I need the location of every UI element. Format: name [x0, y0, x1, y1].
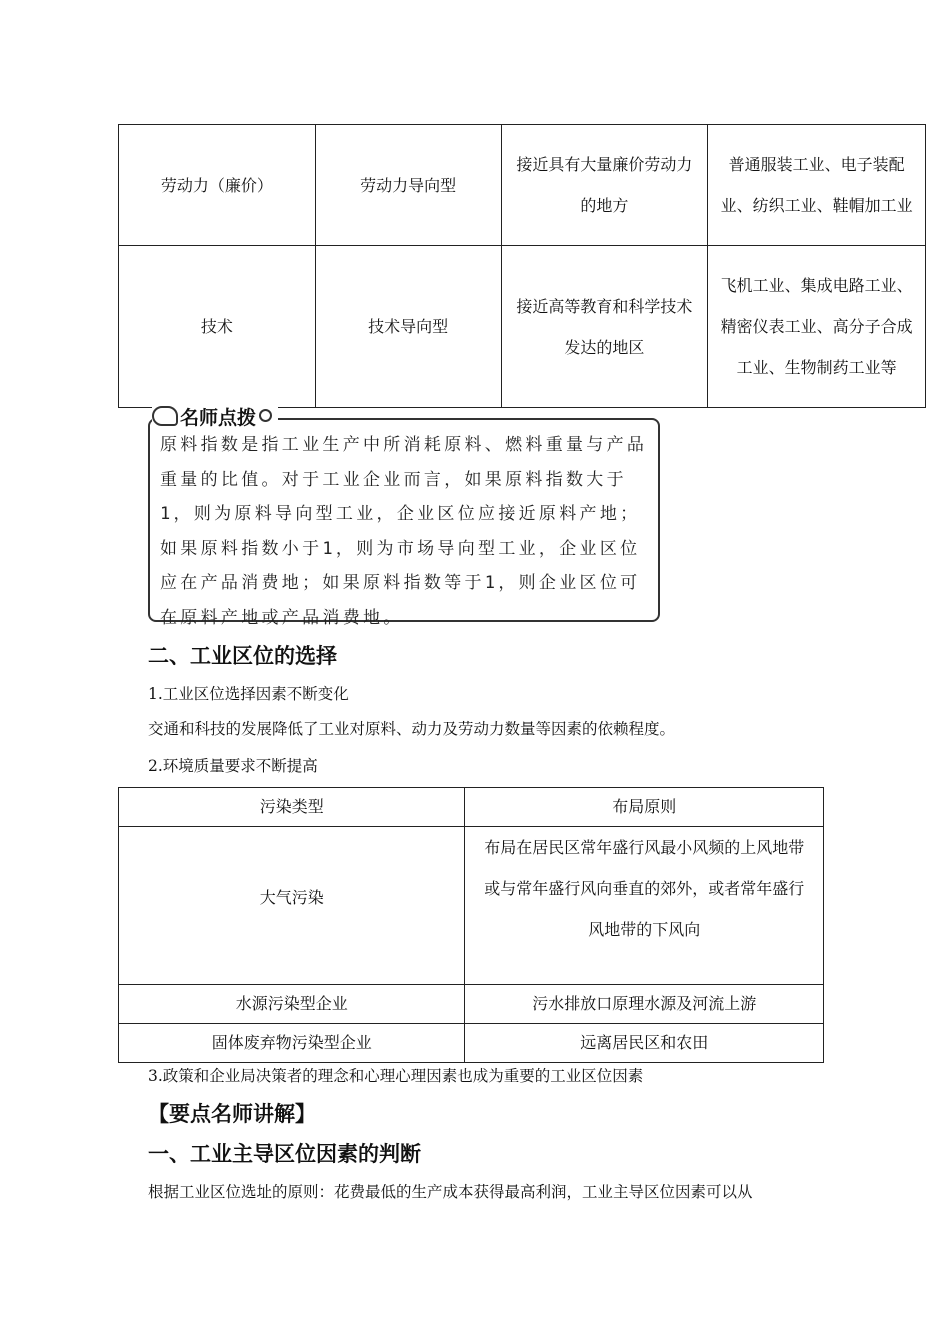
- column-header: 布局原则: [465, 788, 824, 827]
- type-cell: 劳动力导向型: [315, 125, 501, 246]
- table-row: [119, 246, 926, 408]
- pollution-table: [118, 787, 824, 1063]
- principle-cell: 远离居民区和农田: [465, 1024, 824, 1063]
- type-cell: 水源污染型企业: [119, 985, 465, 1024]
- industries-cell: 飞机工业、集成电路工业、精密仪表工业、高分子合成工业、生物制药工业等: [708, 246, 926, 408]
- factor-cell: 技术: [119, 246, 316, 408]
- location-cell: 接近具有大量廉价劳动力的地方: [501, 125, 708, 246]
- paragraph: 交通和科技的发展降低了工业对原料、动力及劳动力数量等因素的依赖程度。: [148, 720, 676, 738]
- hand-icon: [152, 406, 178, 426]
- column-header: 污染类型: [119, 788, 465, 827]
- type-cell: 技术导向型: [315, 246, 501, 408]
- circle-icon: [259, 409, 272, 422]
- type-cell: 固体废弃物污染型企业: [119, 1024, 465, 1063]
- section-heading: 一、工业主导区位因素的判断: [148, 1142, 421, 1166]
- list-item: 2.环境质量要求不断提高: [148, 757, 318, 775]
- industry-location-table: [118, 124, 926, 408]
- list-item: 1.工业区位选择因素不断变化: [148, 685, 349, 703]
- section-heading: 二、工业区位的选择: [148, 644, 337, 668]
- principle-cell: 污水排放口原理水源及河流上游: [465, 985, 824, 1024]
- tip-title: 名师点拨: [180, 407, 257, 429]
- industries-cell: 普通服装工业、电子装配业、纺织工业、鞋帽加工业: [708, 125, 926, 246]
- table-header-row: [119, 788, 824, 827]
- table-row: [119, 827, 824, 985]
- table-row: [119, 985, 824, 1024]
- type-cell: 大气污染: [119, 827, 465, 985]
- table-row: [119, 1024, 824, 1063]
- factor-cell: 劳动力（廉价）: [119, 125, 316, 246]
- paragraph: 根据工业区位选址的原则：花费最低的生产成本获得最高利润，工业主导区位因素可以从: [148, 1183, 753, 1201]
- tip-text: 原料指数是指工业生产中所消耗原料、燃料重量与产品重量的比值。对于工业企业而言，如果原料指数大于1，则为原料导向型工业，企业区位应接近原料产地；如果原料指数小于1，则为市场导向型工业，企业区位应在产品消费地；如果原料指数等于1，则企业区位可在原料产地或产品消费地。: [160, 435, 648, 628]
- principle-cell: 布局在居民区常年盛行风最小风频的上风地带或与常年盛行风向垂直的郊外，或者常年盛行风地带的下风向: [465, 827, 824, 985]
- list-item: 3.政策和企业局决策者的理念和心理心理因素也成为重要的工业区位因素: [148, 1067, 644, 1085]
- table-row: [119, 125, 926, 246]
- key-points-heading: 【要点名师讲解】: [148, 1102, 316, 1126]
- location-cell: 接近高等教育和科学技术发达的地区: [501, 246, 708, 408]
